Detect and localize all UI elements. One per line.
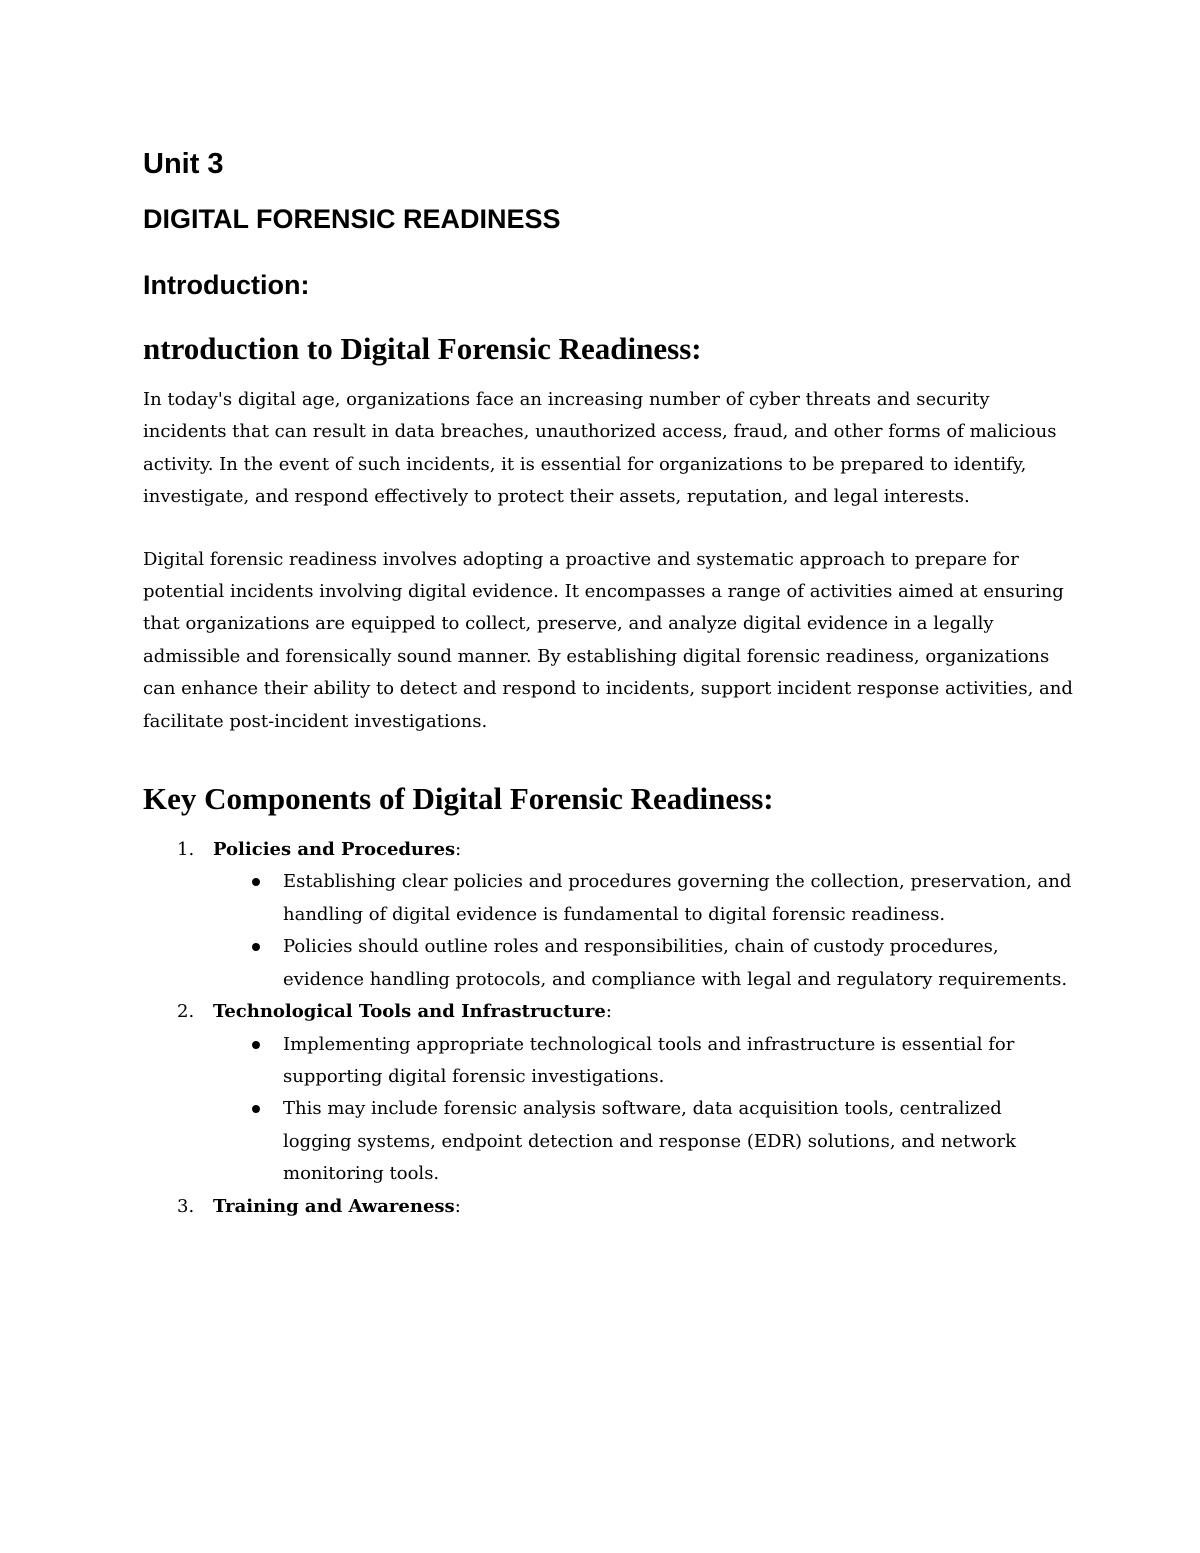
bullet-text: This may include forensic analysis software, data acquisition tools, centralized logging systems, endpoint detection and response (EDR) solutions, and network monitoring tools. (283, 1098, 1017, 1185)
paragraph-intro-1: In today's digital age, organizations face an increasing number of cyber threats and security incidents that can result in data breaches, unauthorized access, fraud, and other forms of malicious activity. In the event of such incidents, it is essential for organizations to be prepared to identify, investigate, and respond effectively to protect their assets, reputation, and legal interests. (143, 389, 1057, 508)
paragraph-intro-2: Digital forensic readiness involves adopting a proactive and systematic approach to prepare for potential incidents involving digital evidence. It encompasses a range of activities aimed at ensuring that organizations are equipped to collect, preserve, and analyze digital evidence in a legally admissible and forensically sound manner. By establishing digital forensic readiness, organizations can enhance their ability to detect and respond to incidents, support incident response activities, and facilitate post-incident investigations. (143, 548, 1073, 732)
list-number: 2. (177, 1001, 195, 1023)
bullet-icon (252, 943, 260, 951)
intro-heading: ntroduction to Digital Forensic Readiness: (143, 331, 702, 366)
bullet-item (143, 931, 1073, 996)
bullet-icon (252, 878, 260, 886)
components-list (143, 834, 1073, 1223)
list-number: 1. (177, 839, 195, 861)
bullet-item (143, 866, 1073, 931)
key-components-heading: Key Components of Digital Forensic Readiness: (143, 781, 774, 817)
introduction-label: Introduction: (143, 270, 310, 300)
unit-title: Unit 3 (143, 148, 224, 180)
list-item (143, 1191, 1073, 1223)
component-suffix: : (605, 1001, 612, 1023)
bullet-text: Policies should outline roles and responsibilities, chain of custody procedures, evidence handling protocols, and compliance with legal and regulatory requirements. (283, 936, 1068, 990)
document-title: DIGITAL FORENSIC READINESS (143, 204, 561, 234)
component-suffix: : (455, 839, 462, 861)
bullet-icon (252, 1041, 260, 1049)
list-number: 3. (177, 1195, 195, 1217)
bullet-icon (252, 1105, 260, 1113)
list-item (143, 834, 1073, 996)
list-item (143, 996, 1073, 1190)
component-suffix: : (454, 1195, 461, 1217)
bullet-list (213, 1029, 1073, 1191)
bullet-item (143, 1093, 1073, 1190)
bullet-item (143, 1029, 1073, 1094)
bullet-text: Establishing clear policies and procedures governing the collection, preservation, and handling of digital evidence is fundamental to digital forensic readiness. (283, 871, 1072, 925)
bullet-text: Implementing appropriate technological tools and infrastructure is essential for supporting digital forensic investigations. (283, 1033, 1015, 1087)
component-title: Technological Tools and Infrastructure (213, 1001, 606, 1023)
document-page (143, 140, 1073, 1223)
bullet-list (213, 866, 1073, 996)
component-title: Training and Awareness (213, 1195, 455, 1217)
component-title: Policies and Procedures (213, 839, 456, 861)
